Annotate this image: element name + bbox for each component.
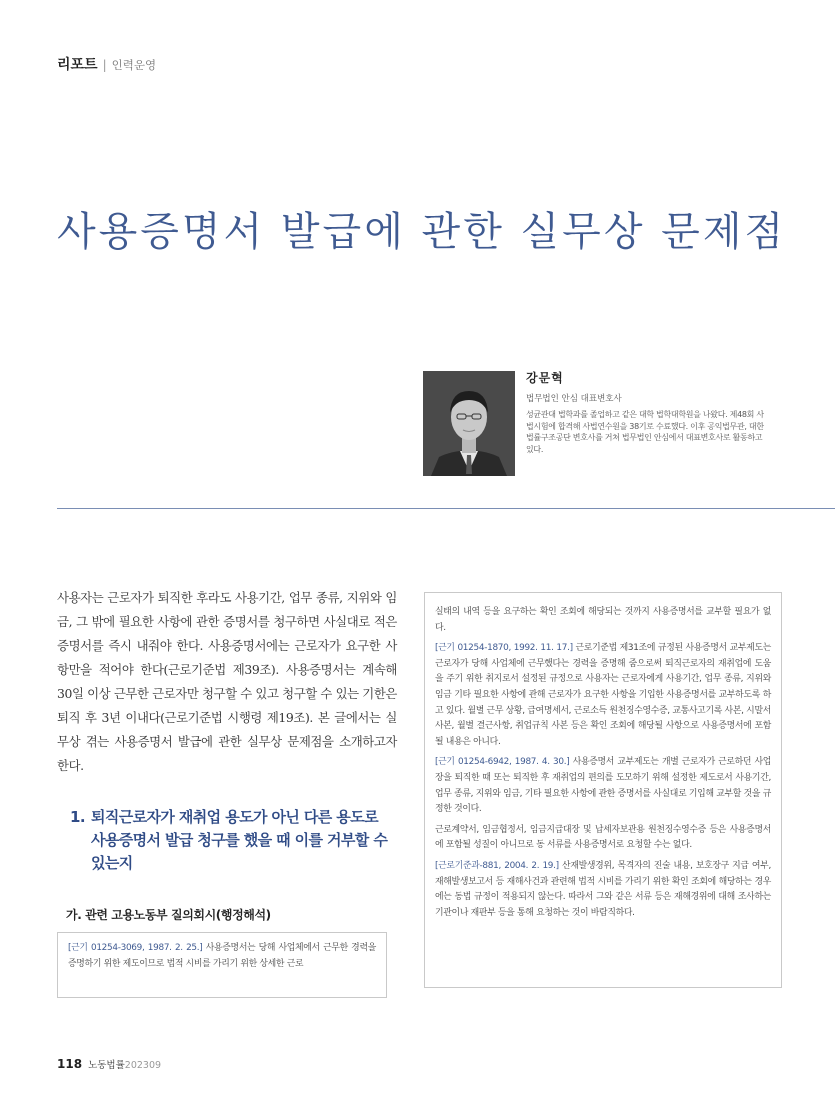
citation-ref: [근기 01254-6942, 1987. 4. 30.]	[435, 757, 570, 768]
author-role: 법무법인 안심 대표변호사	[526, 394, 622, 404]
citation-paragraph: 실태의 내역 등을 요구하는 확인 조회에 해당되는 것까지 사용증명서를 교부할 필요가 없다.	[435, 607, 771, 633]
section-heading-text: 퇴직근로자가 재취업 용도가 아닌 다른 용도로 사용증명서 발급 청구를 했을 때 이를 거부할 수 있는지	[90, 808, 388, 872]
citation-paragraph: [근기 01254-3069, 1987. 2. 25.] 사용증명서는 당해 사업체에서 근무한 경력을 증명하기 위한 제도이므로 법적 시비를 가리기 위한 상세한 근로	[68, 943, 376, 969]
citation-ref: [근기 01254-1870, 1992. 11. 17.]	[435, 643, 573, 654]
citation-ref: [근로기준과-881, 2004. 2. 19.]	[435, 860, 559, 871]
section-divider	[57, 508, 835, 509]
section-heading	[70, 806, 390, 875]
citation-paragraph: [근로기준과-881, 2004. 2. 19.] 산재발생경위, 목격자의 진술 내용, 보호장구 지급 여부, 재해발생보고서 등 재해사건과 관련해 법적 시비를 가리기 위한 확인 조회에 해당하는 경우에는 동법 규정이 적용되지 않는다. 따라서 그와 같은 서류 등은 재해경위에 대해 조사하는 기관이나 재판부 등을 통해 요청하는 것이 바람직하다.	[435, 860, 771, 918]
page-header	[57, 54, 156, 74]
page-number: 118	[57, 1057, 83, 1071]
citation-paragraph: 근로계약서, 임금협정서, 임금지급대장 및 납세자보관용 원천징수영수증 등은 사용증명서에 포함될 성질이 아니므로 동 서류를 사용증명서로 요청할 수는 없다.	[435, 824, 771, 851]
citation-box	[57, 932, 387, 998]
citation-box-continued	[424, 592, 782, 988]
citation-paragraph: [근기 01254-6942, 1987. 4. 30.] 사용증명서 교부제도는 개별 근로자가 근로하던 사업장을 퇴직한 때 또는 퇴직한 후 재취업의 편의를 도모하기 위해 설정한 제도로서 사용기간, 업무 종류, 지위와 임금, 기타 필요한 사항에 관한 증명서를 사실대로 기입해 교부할 것을 규정한 것이다.	[435, 757, 771, 815]
intro-paragraph: 사용자는 근로자가 퇴직한 후라도 사용기간, 업무 종류, 지위와 임금, 그 밖에 필요한 사항에 관한 증명서를 청구하면 사실대로 적은 증명서를 즉시 내줘야 한다. 사용증명서에는 근로자가 요구한 사항만을 적어야 한다(근로기준법 제39조). 사용증명서는 계속해 30일 이상 근무한 근로자만 청구할 수 있고 청구할 수 있는 기한은 퇴직 후 3년 이내다(근로기준법 시행령 제19조). 본 글에서는 실무상 겪는 사용증명서 발급에 관한 실무상 문제점을 소개하고자 한다.	[57, 590, 397, 773]
author-name: 강문혁	[526, 371, 564, 385]
magazine-name: 노동법률	[88, 1060, 125, 1071]
section-number: 1.	[70, 808, 85, 826]
issue-number: 202309	[124, 1060, 162, 1071]
article-title: 사용증명서 발급에 관한 실무상 문제점	[57, 209, 787, 255]
author-info	[526, 369, 766, 455]
citation-ref: [근기 01254-3069, 1987. 2. 25.]	[68, 943, 203, 953]
citation-paragraph: [근기 01254-1870, 1992. 11. 17.] 근로기준법 제31조에 규정된 사용증명서 교부제도는 근로자가 당해 사업체에 근무했다는 경력을 증명해 줌으로써 퇴직근로자의 재취업에 도움을 주기 위한 취지로서 설정된 규정으로 사용자는 근로자에게 사용기간, 업무 종류, 지위와 임금 기타 필요한 사항에 관해 근로자가 요구한 사항을 기입한 사용증명서를 교부하도록 하고 있다. 월별 근무 상황, 급여명세서, 근로소득 원천징수영수증, 교통사고기록 사본, 시말서 사본, 월별 결근사항, 취업규칙 사본 등은 확인 조회에 해당될 사항으로 사용증명서에 포함될 내용은 아니다.	[435, 643, 771, 747]
page-footer	[57, 1057, 161, 1071]
subsection-heading: 가. 관련 고용노동부 질의회시(행정해석)	[66, 908, 271, 922]
header-divider: |	[102, 58, 107, 72]
category-label: 인력운영	[111, 58, 157, 72]
author-photo	[423, 371, 515, 476]
author-bio: 성균관대 법학과를 졸업하고 같은 대학 법학대학원을 나왔다. 제48회 사법시험에 합격해 사법연수원을 38기로 수료했다. 이후 공익법무관, 대한법률구조공단 변호사를 거쳐 법무법인 안심에서 대표변호사로 활동하고 있다.	[526, 410, 764, 454]
section-label: 리포트	[57, 57, 98, 73]
